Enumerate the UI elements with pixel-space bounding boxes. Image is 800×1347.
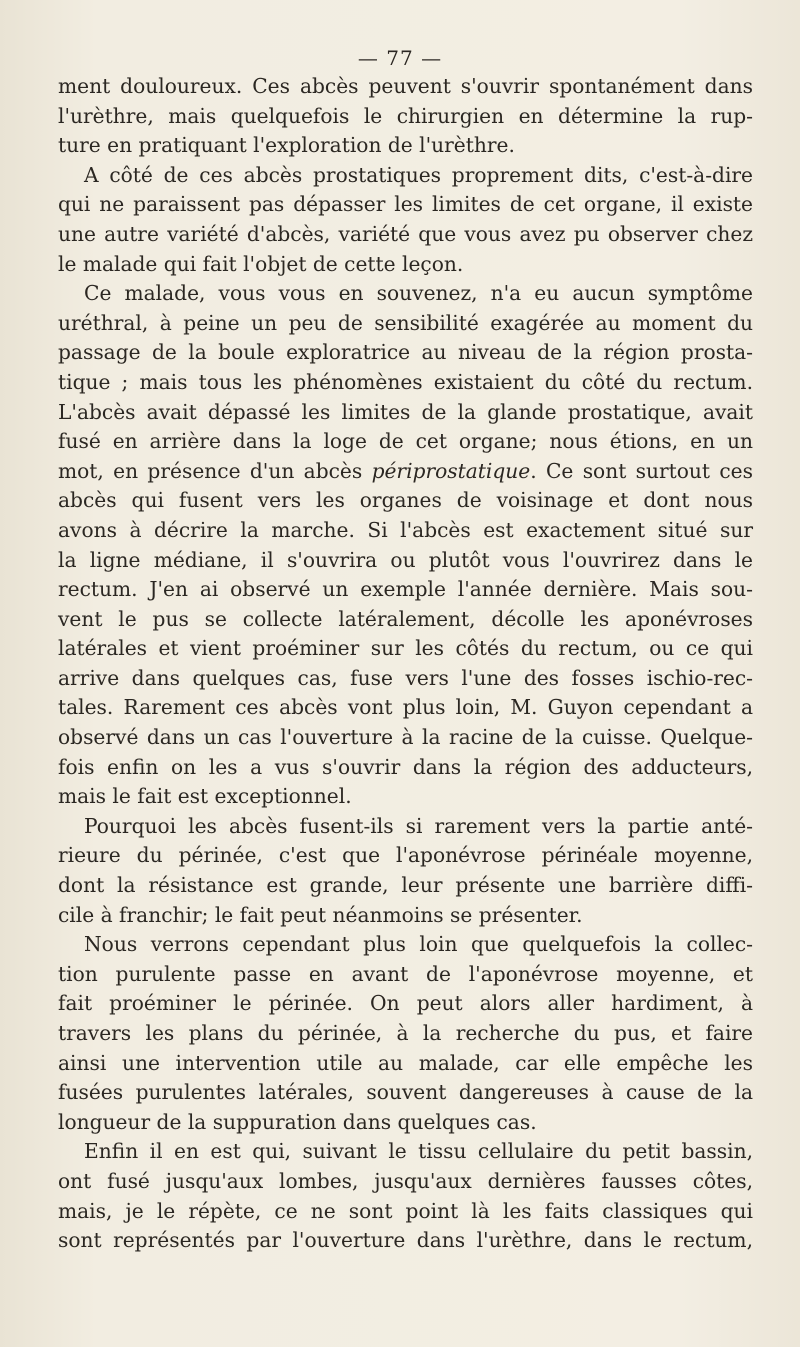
text-line: Nous verrons cependant plus loin que quelquefois la collec- xyxy=(84,932,753,957)
text-line: arrive dans quelques cas, fuse vers l'une des fosses ischio-rec- xyxy=(58,665,753,690)
text-line: Pourquoi les abcès fusent-ils si rarement vers la partie anté- xyxy=(84,813,753,838)
text-line: l'urèthre, mais quelquefois le chirurgien en détermine la rup- xyxy=(58,103,753,128)
text-line: rectum. J'en ai observé un exemple l'année dernière. Mais sou- xyxy=(58,577,753,602)
text-line: ment douloureux. Ces abcès peuvent s'ouvrir spontanément dans xyxy=(58,74,753,98)
text-line: travers les plans du périnée, à la recherche du pus, et faire xyxy=(58,1021,753,1045)
text-line: ainsi une intervention utile au malade, car elle empêche les xyxy=(58,1050,753,1075)
text-line: la ligne médiane, il s'ouvrira ou plutôt vous l'ouvrirez dans le xyxy=(58,547,753,572)
text-line: latérales et vient proéminer sur les côtés du rectum, ou ce qui xyxy=(58,636,753,661)
text-line: qui ne paraissent pas dépasser les limites de cet organe, il existe xyxy=(58,192,753,217)
text-line: fait proéminer le périnée. On peut alors aller hardiment, à xyxy=(58,991,753,1016)
text-line: une autre variété d'abcès, variété que vous avez pu observer chez xyxy=(58,221,753,246)
text-line: uréthral, à peine un peu de sensibilité exagérée au moment du xyxy=(58,310,753,335)
text-line: ont fusé jusqu'aux lombes, jusqu'aux dernières fausses côtes, xyxy=(58,1168,753,1193)
text-line: mot, en présence d'un abcès périprostatique. Ce sont surtout ces xyxy=(58,458,753,483)
page-number: — 77 — xyxy=(357,46,443,70)
text-line: tique ; mais tous les phénomènes existaient du côté du rectum. xyxy=(58,369,753,394)
text-line: fusées purulentes latérales, souvent dangereuses à cause de la xyxy=(58,1080,753,1105)
body-text xyxy=(58,72,753,1256)
text-line: abcès qui fusent vers les organes de voisinage et dont nous xyxy=(58,488,753,513)
text-line: cile à franchir; le fait peut néanmoins se présenter. xyxy=(58,902,583,927)
text-line: Enfin il en est qui, suivant le tissu cellulaire du petit bassin, xyxy=(84,1139,753,1164)
text-line: L'abcès avait dépassé les limites de la glande prostatique, avait xyxy=(58,399,753,424)
text-line: Ce malade, vous vous en souvenez, n'a eu aucun symptôme xyxy=(84,281,753,306)
text-line: fois enfin on les a vus s'ouvrir dans la région des adducteurs, xyxy=(58,754,753,779)
text-line: vent le pus se collecte latéralement, décolle les aponévroses xyxy=(58,606,753,631)
text-line: tales. Rarement ces abcès vont plus loin, M. Guyon cependant a xyxy=(58,695,753,720)
text-line: mais le fait est exceptionnel. xyxy=(58,784,352,809)
text-line: avons à décrire la marche. Si l'abcès est exactement situé sur xyxy=(58,517,753,542)
text-line: observé dans un cas l'ouverture à la racine de la cuisse. Quelque- xyxy=(58,725,753,750)
text-line: fusé en arrière dans la loge de cet organe; nous étions, en un xyxy=(58,429,753,454)
text-line: longueur de la suppuration dans quelques cas. xyxy=(58,1109,537,1134)
text-line: A côté de ces abcès prostatiques proprement dits, c'est-à-dire xyxy=(84,162,753,187)
text-line: passage de la boule exploratrice au niveau de la région prosta- xyxy=(58,340,753,365)
text-line: mais, je le répète, ce ne sont point là les faits classiques qui xyxy=(58,1198,753,1223)
text-line: tion purulente passe en avant de l'aponévrose moyenne, et xyxy=(58,961,753,986)
text-line: le malade qui fait l'objet de cette leçon. xyxy=(58,251,464,276)
text-line: sont représentés par l'ouverture dans l'urèthre, dans le rectum, xyxy=(58,1228,753,1253)
text-line: rieure du périnée, c'est que l'aponévrose périnéale moyenne, xyxy=(58,843,753,868)
italic-term: périprostatique xyxy=(371,458,531,483)
text-line: dont la résistance est grande, leur présente une barrière diffi- xyxy=(58,873,753,898)
text-line: ture en pratiquant l'exploration de l'urèthre. xyxy=(58,133,515,158)
